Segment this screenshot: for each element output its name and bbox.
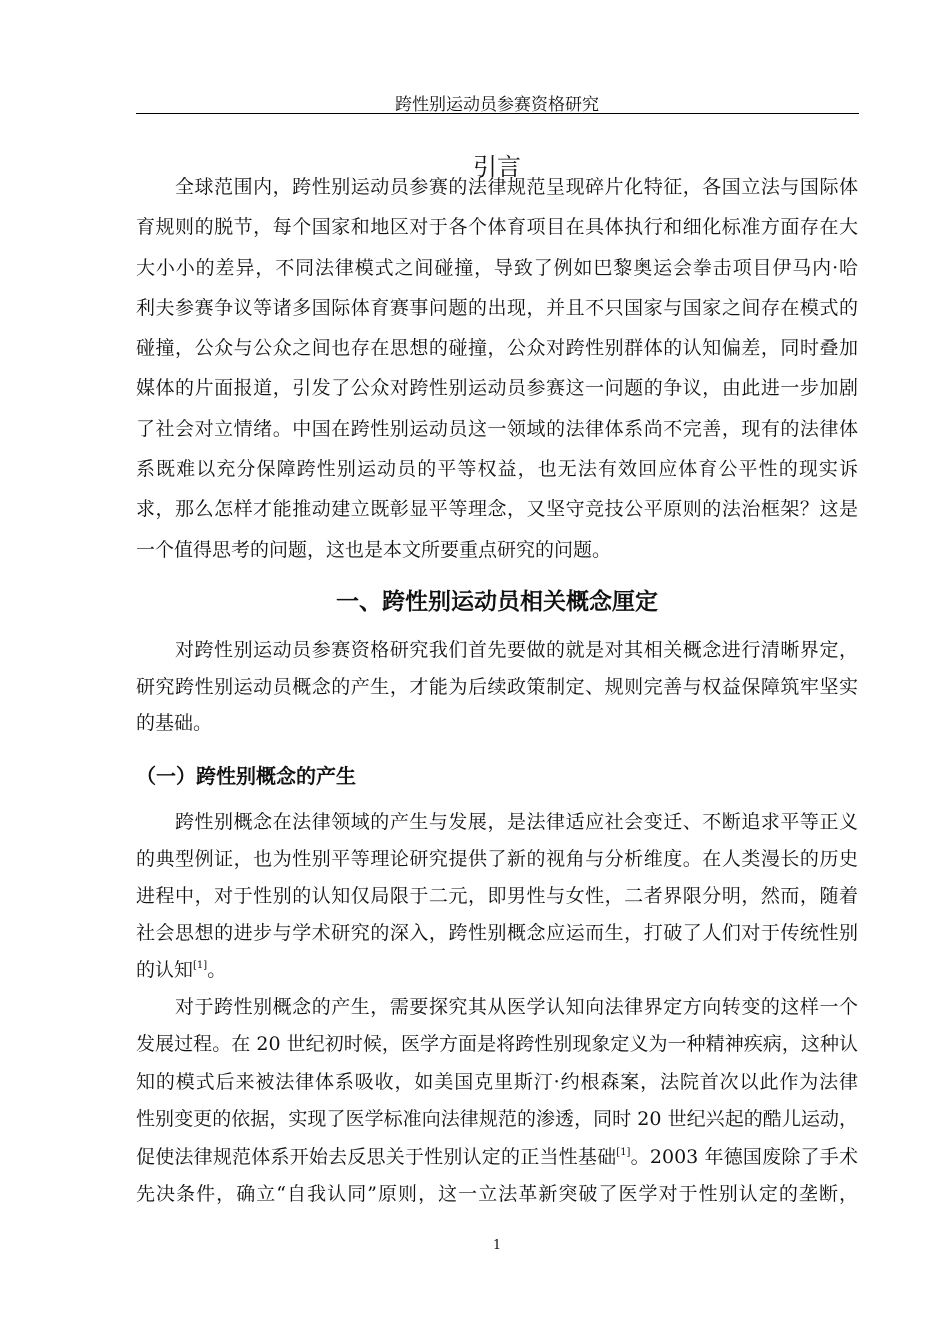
text-line: 对跨性别运动员参赛资格研究我们首先要做的就是对其相关概念进行清晰界定， bbox=[175, 639, 858, 661]
text-line: 一个值得思考的问题，这也是本文所要重点研究的问题。 bbox=[136, 538, 612, 561]
text-segment: 。 bbox=[207, 959, 227, 981]
text-line: 对于跨性别概念的产生，需要探究其从医学认知向法律界定方向转变的这样一个 bbox=[175, 996, 858, 1018]
text-line: 知的模式后来被法律体系吸收，如美国克里斯汀·约根森案，法院首次以此作为法律 bbox=[136, 1070, 858, 1093]
subsection-heading: （一）跨性别概念的产生 bbox=[136, 764, 356, 788]
body-paragraph bbox=[136, 804, 858, 989]
citation-superscript: [1] bbox=[193, 960, 208, 971]
section-heading: 一、跨性别运动员相关概念厘定 bbox=[336, 589, 658, 615]
text-line: 的基础。 bbox=[136, 712, 213, 735]
text-segment: 的认知 bbox=[136, 959, 194, 981]
text-segment: 促使法律规范体系开始去反思关于性别认定的正当性基础 bbox=[136, 1145, 617, 1168]
text-line: 性别变更的依据，实现了医学标准向法律规范的渗透，同时 20 世纪兴起的酷儿运动， bbox=[136, 1108, 858, 1131]
text-line: 利夫参赛争议等诸多国际体育赛事问题的出现，并且不只国家与国家之间存在模式的 bbox=[136, 296, 858, 319]
text-line: 先决条件，确立“自我认同”原则，这一立法革新突破了医学对于性别认定的垄断， bbox=[136, 1183, 858, 1206]
running-header: 跨性别运动员参赛资格研究 bbox=[395, 95, 599, 115]
text-segment: 。2003 年德国废除了手术 bbox=[630, 1145, 858, 1168]
text-line bbox=[136, 1139, 858, 1176]
text-line: 跨性别概念在法律领域的产生与发展，是法律适应社会变迁、不断追求平等正义 bbox=[175, 811, 858, 833]
header-divider bbox=[136, 113, 859, 114]
text-line: 碰撞，公众与公众之间也存在思想的碰撞，公众对跨性别群体的认知偏差，同时叠加 bbox=[136, 337, 858, 360]
text-line: 了社会对立情绪。中国在跨性别运动员这一领域的法律体系尚不完善，现有的法律体 bbox=[136, 417, 858, 440]
text-line bbox=[136, 952, 858, 989]
citation-superscript: [1] bbox=[616, 1146, 631, 1158]
text-line: 育规则的脱节，每个国家和地区对于各个体育项目在具体执行和细化标准方面存在大 bbox=[136, 216, 858, 239]
text-line: 媒体的片面报道，引发了公众对跨性别运动员参赛这一问题的争议，由此进一步加剧 bbox=[136, 377, 858, 400]
text-line: 发展过程。在 20 世纪初时候，医学方面是将跨性别现象定义为一种精神疾病，这种认 bbox=[136, 1033, 858, 1056]
text-line: 进程中，对于性别的认知仅局限于二元，即男性与女性，二者界限分明，然而，随着 bbox=[136, 885, 858, 907]
text-line: 求，那么怎样才能推动建立既彰显平等理念，又坚守竞技公平原则的法治框架？这是 bbox=[136, 498, 858, 521]
text-line: 全球范围内，跨性别运动员参赛的法律规范呈现碎片化特征，各国立法与国际体 bbox=[175, 176, 858, 198]
intro-heading: 引言 bbox=[473, 153, 521, 181]
text-line: 系既难以充分保障跨性别运动员的平等权益，也无法有效回应体育公平性的现实诉 bbox=[136, 458, 858, 481]
text-line: 大小小的差异，不同法律模式之间碰撞，导致了例如巴黎奥运会拳击项目伊马内·哈 bbox=[136, 256, 858, 279]
text-line: 社会思想的进步与学术研究的深入，跨性别概念应运而生，打破了人们对于传统性别 bbox=[136, 922, 858, 944]
page-number: 1 bbox=[492, 1238, 502, 1253]
text-line: 的典型例证，也为性别平等理论研究提供了新的视角与分析维度。在人类漫长的历史 bbox=[136, 848, 858, 870]
text-line: 研究跨性别运动员概念的产生，才能为后续政策制定、规则完善与权益保障筑牢坚实 bbox=[136, 675, 858, 698]
intro-paragraph bbox=[136, 167, 858, 570]
section-intro-paragraph bbox=[136, 632, 858, 742]
body-paragraph bbox=[136, 989, 858, 1213]
